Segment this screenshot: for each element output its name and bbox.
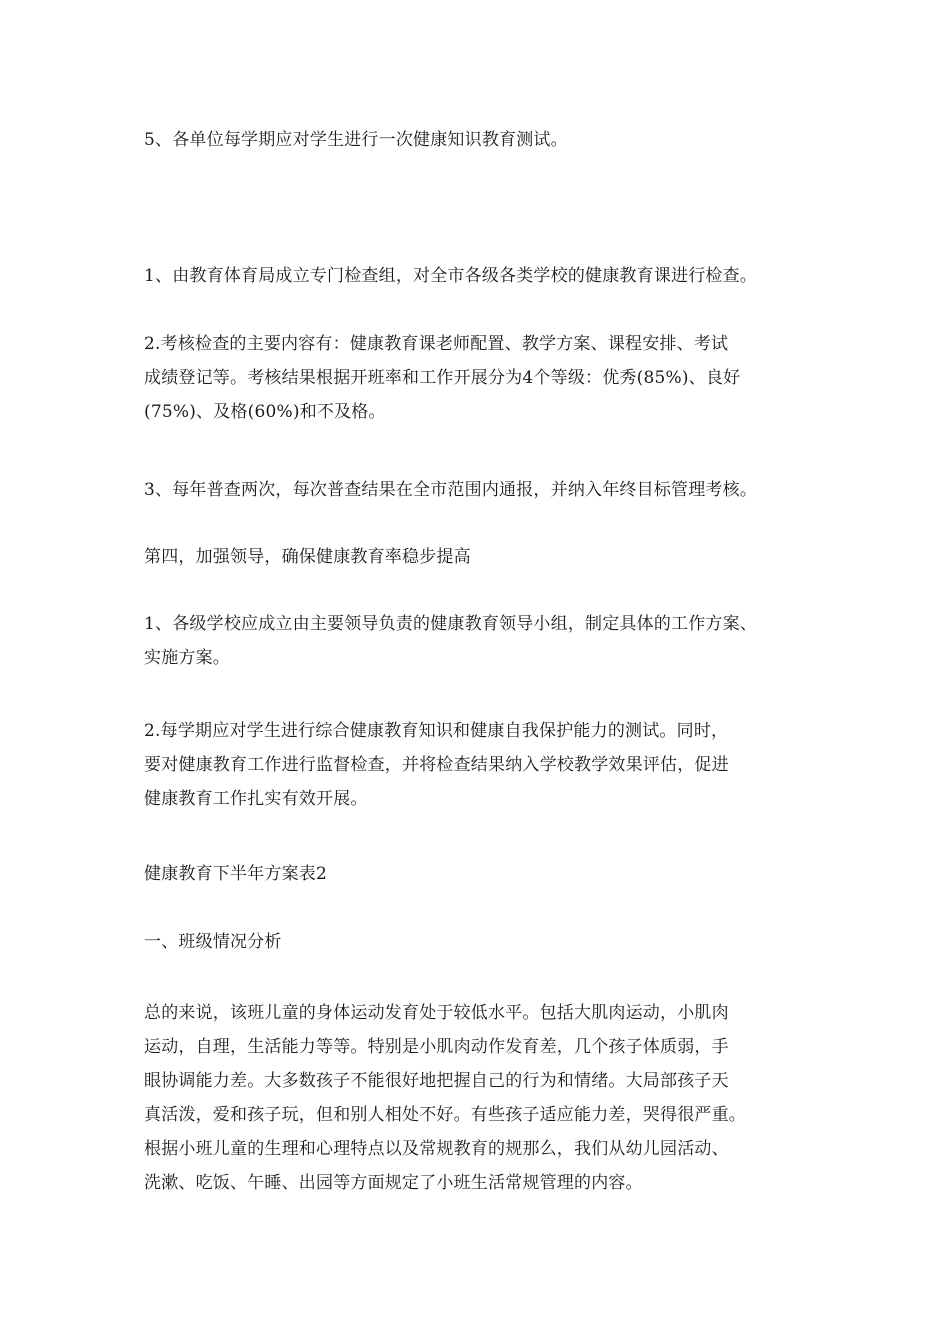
text-line: 成绩登记等。考核结果根据开班率和工作开展分为4个等级：优秀(85%)、良好	[144, 368, 741, 388]
text-line: 1、各级学校应成立由主要领导负责的健康教育领导小组，制定具体的工作方案、	[144, 614, 758, 634]
document-subtitle	[144, 857, 824, 891]
text-line: 运动，自理，生活能力等等。特别是小肌肉动作发育差，几个孩子体质弱，手	[144, 1037, 729, 1057]
text-line: 2.考核检查的主要内容有：健康教育课老师配置、教学方案、课程安排、考试	[144, 334, 729, 354]
text-line: 真活泼，爱和孩子玩，但和别人相处不好。有些孩子适应能力差，哭得很严重。	[144, 1105, 746, 1125]
paragraph-assessment-content	[144, 327, 824, 429]
text-line: (75%)、及格(60%)和不及格。	[144, 402, 386, 422]
paragraph-item-5-test	[144, 123, 824, 157]
text-line: 实施方案。	[144, 648, 230, 668]
section-heading-strengthen-leadership	[144, 540, 824, 574]
text-line: 2.每学期应对学生进行综合健康教育知识和健康自我保护能力的测试。同时，	[144, 721, 729, 741]
text-line: 3、每年普查两次，每次普查结果在全市范围内通报，并纳入年终目标管理考核。	[144, 480, 758, 500]
text-line: 根据小班儿童的生理和心理特点以及常规教育的规那么，我们从幼儿园活动、	[144, 1139, 729, 1159]
text-line: 1、由教育体育局成立专门检查组，对全市各级各类学校的健康教育课进行检查。	[144, 266, 758, 286]
paragraph-inspection-group	[144, 259, 824, 293]
paragraph-class-analysis	[144, 996, 824, 1200]
paragraph-annual-survey	[144, 473, 824, 507]
text-line: 5、各单位每学期应对学生进行一次健康知识教育测试。	[144, 130, 568, 150]
text-line: 健康教育工作扎实有效开展。	[144, 789, 368, 809]
text-line: 要对健康教育工作进行监督检查，并将检查结果纳入学校教学效果评估，促进	[144, 755, 729, 775]
paragraph-semester-test	[144, 714, 824, 816]
section-heading-class-analysis	[144, 925, 824, 959]
text-line: 健康教育下半年方案表2	[144, 864, 328, 884]
paragraph-leadership-group	[144, 607, 824, 675]
text-line: 第四，加强领导，确保健康教育率稳步提高	[144, 547, 471, 567]
text-line: 眼协调能力差。大多数孩子不能很好地把握自己的行为和情绪。大局部孩子天	[144, 1071, 729, 1091]
text-line: 洗漱、吃饭、午睡、出园等方面规定了小班生活常规管理的内容。	[144, 1173, 643, 1193]
text-line: 一、班级情况分析	[144, 932, 282, 952]
text-line: 总的来说，该班儿童的身体运动发育处于较低水平。包括大肌肉运动，小肌肉	[144, 1003, 729, 1023]
